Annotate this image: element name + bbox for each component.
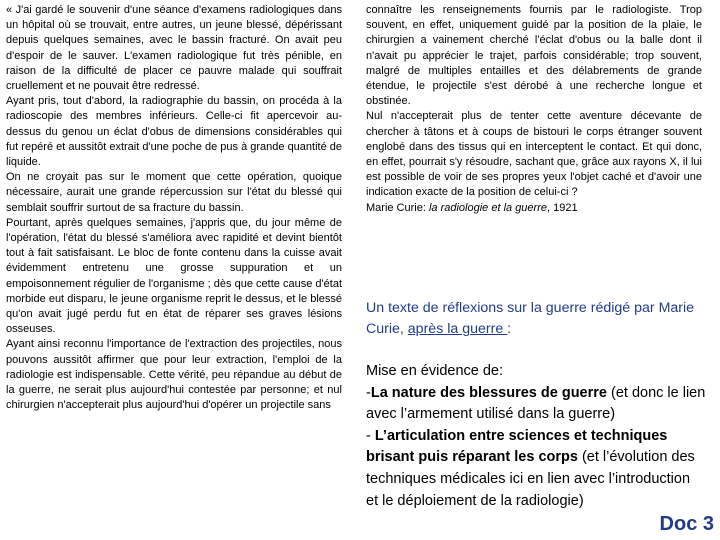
focus-item-2 [366, 426, 706, 512]
right-paragraph-2: Nul n'accepterait plus de tenter cette aventure décevante de chercher à tâtons et à coups de bistouri le corps étranger souvent englobé dans des tissus qui en interceptent le contact. Et qui donc, en effet, pourrait s'y résoudre, sachant que, grâce aux rayons X, il lui est possible de voir de ses propres yeux l'objet caché et d'avoir une indication exacte de la position de celui-ci ? [366, 110, 702, 199]
title-underlined: après la guerre [407, 321, 508, 337]
right-paragraph-1: connaître les renseignements fournis par le radiologiste. Trop souvent, en effet, uniquement guidé par la position de la plaie, le chirurgien a vainement cherché l'éclat d'obus ou la balle dont il n'avait pu apprécier le trajet, parfois considérable; trop souvent, malgré de multiples entailles et des délabrements de grande étendue, le projectile s'est dérobé à une recherche longue et obstinée. [366, 4, 702, 108]
title-end: : [507, 321, 512, 337]
left-paragraph-3: On ne croyait pas sur le moment que cette opération, quoique nécessaire, aurait une grande répercussion sur l'état du blessé qui semblait souffrir surtout de sa fracture du bassin. [6, 171, 342, 214]
focus-intro: Mise en évidence de: [366, 363, 504, 379]
citation-year: , 1921 [547, 201, 578, 214]
focus-item-1-rest: (et donc le lien avec l’armement utilisé dans la guerre) [366, 384, 706, 423]
citation-author: Marie Curie: [366, 201, 429, 214]
focus-item-2-rest: (et l’évolution des techniques médicales ici en lien avec l’introduction et le déploiement de la radiologie) [366, 449, 695, 509]
doc-label: Doc 3 [659, 513, 714, 535]
left-paragraph-4: Pourtant, après quelques semaines, j'appris que, du jour même de l'opération, l'état du blessé s'améliora avec rapidité et devint bientôt tout à fait satisfaisant. Le bloc de fonte contenu dans la cuisse avait évidemment entretenu une grosse suppuration et un empoisonnement régulier de l'organisme ; dès que cette cause d'état morbide eut disparu, le jeune organisme reprit le dessus, et le blessé qu'on avait jugé perdu fut en état de réparer ses graves lésions osseuses. [6, 216, 342, 336]
right-text-column [366, 3, 702, 216]
focus-item-2-prefix: - [366, 427, 375, 444]
focus-item-2-bold: L’articulation entre sciences et techniques brisant puis réparant les corps [366, 427, 668, 466]
citation-title: la radiologie et la guerre [428, 201, 547, 214]
focus-item-1-bold: La nature des blessures de guerre [370, 384, 607, 401]
document-title [366, 298, 716, 340]
left-paragraph-2: Ayant pris, tout d'abord, la radiographie du bassin, on procéda à la radioscopie des membres inférieurs. Celle-ci fit apercevoir au-dessus du genou un éclat d'obus de dimensions considérables qui fut repéré et aussitôt extrait d'une poche de pus à grande quantité de liquide. [6, 95, 342, 169]
left-paragraph-5: Ayant ainsi reconnu l'importance de l'extraction des projectiles, nous pouvons aussitôt affirmer que pour leur extraction, l'emploi de la radiologie est indispensable. Cette vérité, peu répandue au début de la guerre, ne serait plus aujourd'hui contestée par personne; et nul chirurgien n'accepterait plus aujourd'hui d'opérer un projectile sans [6, 338, 342, 412]
left-text-column [6, 3, 342, 413]
focus-block [366, 361, 706, 512]
citation [366, 201, 702, 216]
focus-item-1 [366, 383, 706, 426]
focus-item-1-prefix: - [366, 384, 371, 401]
left-paragraph-1: « J'ai gardé le souvenir d'une séance d'examens radiologiques dans un hôpital où se trouvait, entre autres, un jeune blessé, dépérissant depuis quelques semaines, avec le bassin fracturé. On avait peu d'espoir de le sauver. L'examen radiologique fut très pénible, en raison de la difficulté de placer ce pauvre malade qui souffrait cruellement et ne pouvait être redressé. [6, 4, 342, 93]
title-main: Un texte de réflexions sur la guerre rédigé par Marie Curie, [366, 300, 695, 337]
